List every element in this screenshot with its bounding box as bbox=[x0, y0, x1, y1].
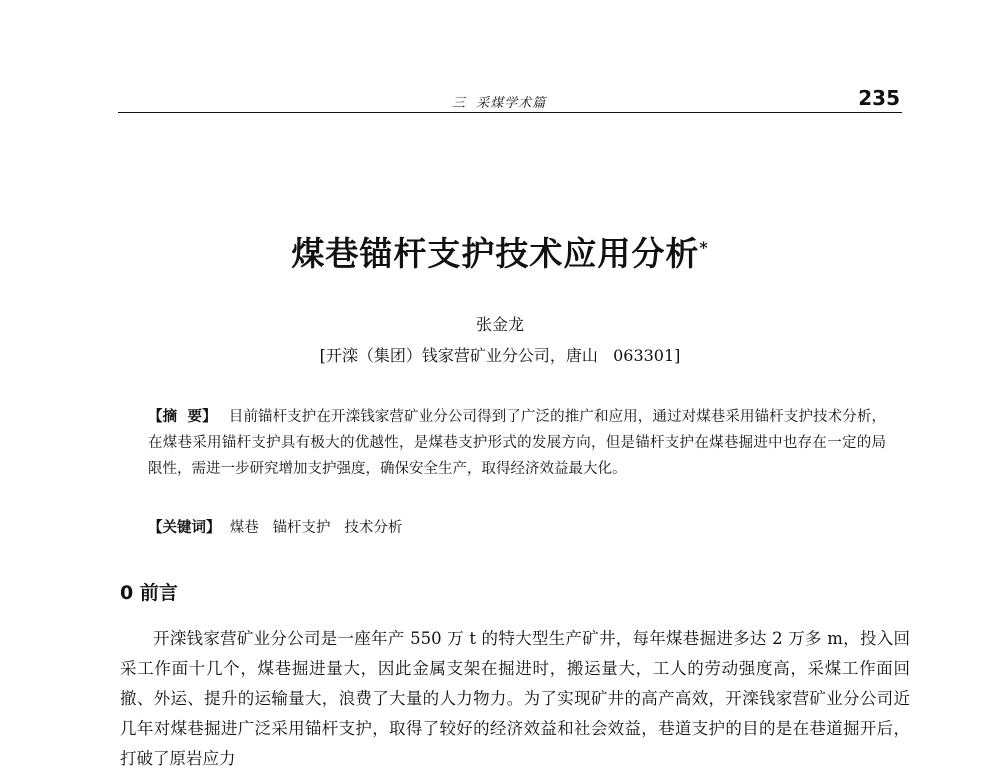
abstract bbox=[148, 404, 886, 482]
header-rule bbox=[118, 112, 902, 113]
affiliation: [开滦（集团）钱家营矿业分公司，唐山 063301] bbox=[319, 346, 681, 365]
author: 张金龙 bbox=[475, 315, 524, 334]
header-section-title: 三 采煤学术篇 bbox=[452, 96, 547, 111]
body-paragraph: 开滦钱家营矿业分公司是一座年产 550 万 t 的特大型生产矿井，每年煤巷掘进多达 2 万多 m，投入回采工作面十几个，煤巷掘进量大，因此金属支架在掘进时，搬运量大，工人的劳动强度高，采煤工作面回撤、外运、提升的运输量大，浪费了大量的人力物力。为了实现矿井的高产高效，开滦钱家营矿业分公司近几年对煤巷掘进广泛采用锚杆支护，取得了较好的经济效益和社会效益，巷道支护的目的是在巷道掘开后，打破了原岩应力 bbox=[120, 629, 910, 768]
keywords bbox=[148, 516, 402, 537]
keywords-label: 【关键词】 bbox=[148, 520, 221, 536]
title-footnote-marker: * bbox=[699, 238, 709, 257]
abstract-text: 目前锚杆支护在开滦钱家营矿业分公司得到了广泛的推广和应用，通过对煤巷采用锚杆支护技术分析，在煤巷采用锚杆支护具有极大的优越性，是煤巷支护形式的发展方向，但是锚杆支护在煤巷掘进中也存在一定的局限性，需进一步研究增加支护强度，确保安全生产，取得经济效益最大化。 bbox=[148, 409, 886, 477]
abstract-label: 【摘 要】 bbox=[148, 409, 217, 425]
section-heading: 0 前言 bbox=[120, 582, 178, 604]
page-number: 235 bbox=[858, 86, 900, 110]
paper-title-text: 煤巷锚杆支护技术应用分析 bbox=[291, 234, 700, 273]
paper-title bbox=[0, 228, 1000, 275]
keywords-text: 煤巷 锚杆支护 技术分析 bbox=[220, 520, 403, 536]
